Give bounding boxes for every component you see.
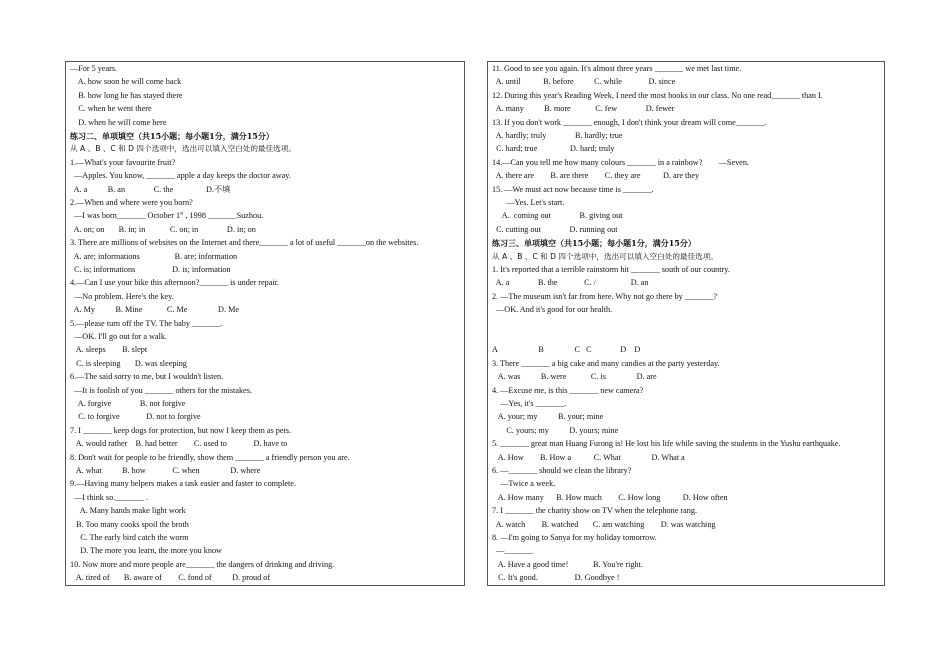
right-line-35: A. watch B. watched C. am watching D. was watching — [492, 519, 716, 529]
left-line-14: 3. There are millions of websites on the Internet and there_______ a lot of useful _______on the websites. — [70, 238, 419, 248]
left-line-39: A. tired of B. aware of C. fond of D. proud of — [70, 573, 271, 583]
left-line-12: —I was born_______ October 1st , 1998 _______Suzhou. — [70, 211, 264, 221]
left-line-26: A. forgive B. not forgive — [70, 399, 186, 408]
left-column — [65, 61, 465, 586]
left-line-18: —No problem. Here's the key. — [70, 291, 174, 301]
right-line-10: 15. —We must act now because time is _______. — [492, 184, 654, 194]
left-line-19: A. My B. Mine C. Me D. Me — [70, 305, 239, 315]
left-line-13: A. on; on B. in; in C. on; in D. in; on — [70, 224, 256, 234]
right-line-22: A B C C D D — [492, 345, 641, 355]
ordinal-suffix: st — [180, 211, 184, 217]
right-line-26: —Yes, it's _______. — [492, 399, 567, 408]
right-line-19: —OK. And it's good for our health. — [492, 305, 613, 315]
right-line-34: 7. I _______ the charity show on TV when the telephone rang. — [492, 506, 698, 516]
left-line-24: 6.—The said sorry to me, but I wouldn't listen. — [70, 372, 224, 382]
left-line-5: D. when he will come here — [70, 117, 167, 127]
right-line-4: A. many B. more C. few D. fewer — [492, 104, 675, 114]
right-line-29: 5. _______ great man Huang Furong is! He lost his life while saving the students in the Yushu earthquake. — [492, 439, 841, 449]
right-line-23: 3. There _______ a big cake and many candies at the party yesterday. — [492, 358, 720, 368]
right-line-15: 从 A 、B 、C 和 D 四个选项中，选出可以填入空白处的最佳选项。 — [492, 251, 718, 261]
right-line-2: A. until B. before C. while D. since — [492, 77, 676, 87]
left-line-36: C. The early bird catch the worm — [70, 533, 189, 542]
right-line-24: A. was B. were C. is D. are — [492, 372, 657, 382]
left-line-9: —Apples. You know, _______ apple a day keeps the doctor away. — [70, 171, 291, 181]
right-line-25: 4. —Excuse me, is this _______ new camera? — [492, 385, 644, 395]
left-line-35: B. Too many cooks spoil the broth — [70, 519, 189, 529]
right-line-12: A. coming out B. giving out — [492, 211, 623, 221]
right-line-39: C. It's good. D. Goodbye ! — [492, 573, 620, 583]
left-line-16: C. is; informations D. is; information — [70, 265, 231, 274]
left-line-6: 练习二、单项填空（共15小题；每小题1分，满分15分） — [70, 131, 274, 141]
right-line-9: A. there are B. are there C. they are D. are they — [492, 171, 700, 181]
left-line-25: —It is foolish of you _______ others for the mistakes. — [70, 385, 252, 395]
right-line-5: 13. If you don't work _______ enough, I don't think your dream will come_______. — [492, 117, 767, 127]
left-line-15: A. are; informations B. are; information — [70, 251, 238, 261]
left-line-37: D. The more you learn, the more you know — [70, 546, 222, 556]
right-line-13: C. cutting out D. running out — [492, 224, 618, 234]
right-line-30: A. How B. How a C. What D. What a — [492, 452, 685, 462]
left-line-20: 5.—please turn off the TV. The baby _______. — [70, 318, 223, 328]
left-line-27: C. to forgive D. not to forgive — [70, 412, 201, 422]
left-line-7: 从 A 、B 、C 和 D 四个选项中，选出可以填入空白处的最佳选项。 — [70, 144, 296, 154]
right-line-37: —_______ — [492, 546, 533, 556]
right-line-18: 2. —The museum isn't far from here. Why not go there by _______? — [492, 291, 718, 301]
left-line-4: C. when he went there — [70, 104, 152, 114]
right-line-16: 1. It's reported that a terrible rainstorm hit _______ south of our country. — [492, 265, 730, 274]
left-line-38: 10. Now more and more people are_______ the dangers of drinking and driving. — [70, 559, 335, 569]
left-line-28: 7. I _______ keep dogs for protection, but now I keep them as pets. — [70, 425, 292, 435]
left-line-8: 1.—What's your favourite fruit? — [70, 157, 176, 167]
right-column — [487, 61, 885, 586]
right-line-36: 8. —I'm going to Sanya for my holiday tomorrow. — [492, 533, 657, 542]
right-line-6: A. hardly; truly B. hardly; true — [492, 131, 623, 140]
left-line-34: A. Many hands make light work — [70, 506, 186, 516]
left-column-content — [66, 62, 464, 585]
left-line-31: A. what B. how C. when D. where — [70, 466, 261, 475]
left-line-22: A. sleeps B. slept — [70, 345, 148, 355]
right-line-17: A. a B. the C. / D. an — [492, 278, 649, 288]
left-line-1: —For 5 years. — [70, 64, 118, 73]
left-line-32: 9.—Having many helpers makes a task easier and faster to complete. — [70, 479, 296, 489]
right-line-11: —Yes. Let's start. — [492, 198, 565, 207]
right-line-7: C. hard; true D. hard; truly — [492, 144, 615, 154]
right-line-28: C. yours; my D. yours; mine — [492, 425, 619, 435]
left-line-21: —OK. I'll go out for a walk. — [70, 332, 167, 341]
left-line-17: 4.—Can I use your bike this afternoon?_______ is under repair. — [70, 278, 279, 288]
left-line-30: 8. Don't wait for people to be friendly, show them _______ a friendly person you are. — [70, 452, 350, 462]
left-line-11: 2.—When and where were you born? — [70, 198, 193, 207]
right-line-38: A. Have a good time! B. You're right. — [492, 559, 643, 569]
right-line-3: 12. During this year's Reading Week, I need the most books in our class. No one read_______ than I. — [492, 90, 823, 100]
left-line-23: C. is sleeping D. was sleeping — [70, 358, 187, 368]
left-line-29: A. would rather B. had better C. used to D. have to — [70, 439, 288, 449]
right-line-8: 14.—Can you tell me how many colours _______ in a rainbow? —Seven. — [492, 157, 749, 167]
right-column-content — [488, 62, 884, 585]
right-line-33: A. How many B. How much C. How long D. How often — [492, 492, 728, 502]
right-line-31: 6. —_______ should we clean the library? — [492, 466, 632, 475]
right-line-27: A. your; my B. your; mine — [492, 412, 604, 422]
left-line-2: A. how soon he will come back — [70, 77, 182, 87]
left-line-3: B. how long he has stayed there — [70, 90, 183, 100]
right-line-32: —Twice a week. — [492, 479, 556, 489]
left-line-10: A. a B. an C. the D.不填 — [70, 184, 231, 194]
left-line-33: —I think so._______ . — [70, 492, 149, 502]
right-line-1: 11. Good to see you again. It's almost three years _______ we met last time. — [492, 64, 742, 73]
right-line-14: 练习三、单项填空（共15小题；每小题1分，满分15分） — [492, 238, 696, 249]
